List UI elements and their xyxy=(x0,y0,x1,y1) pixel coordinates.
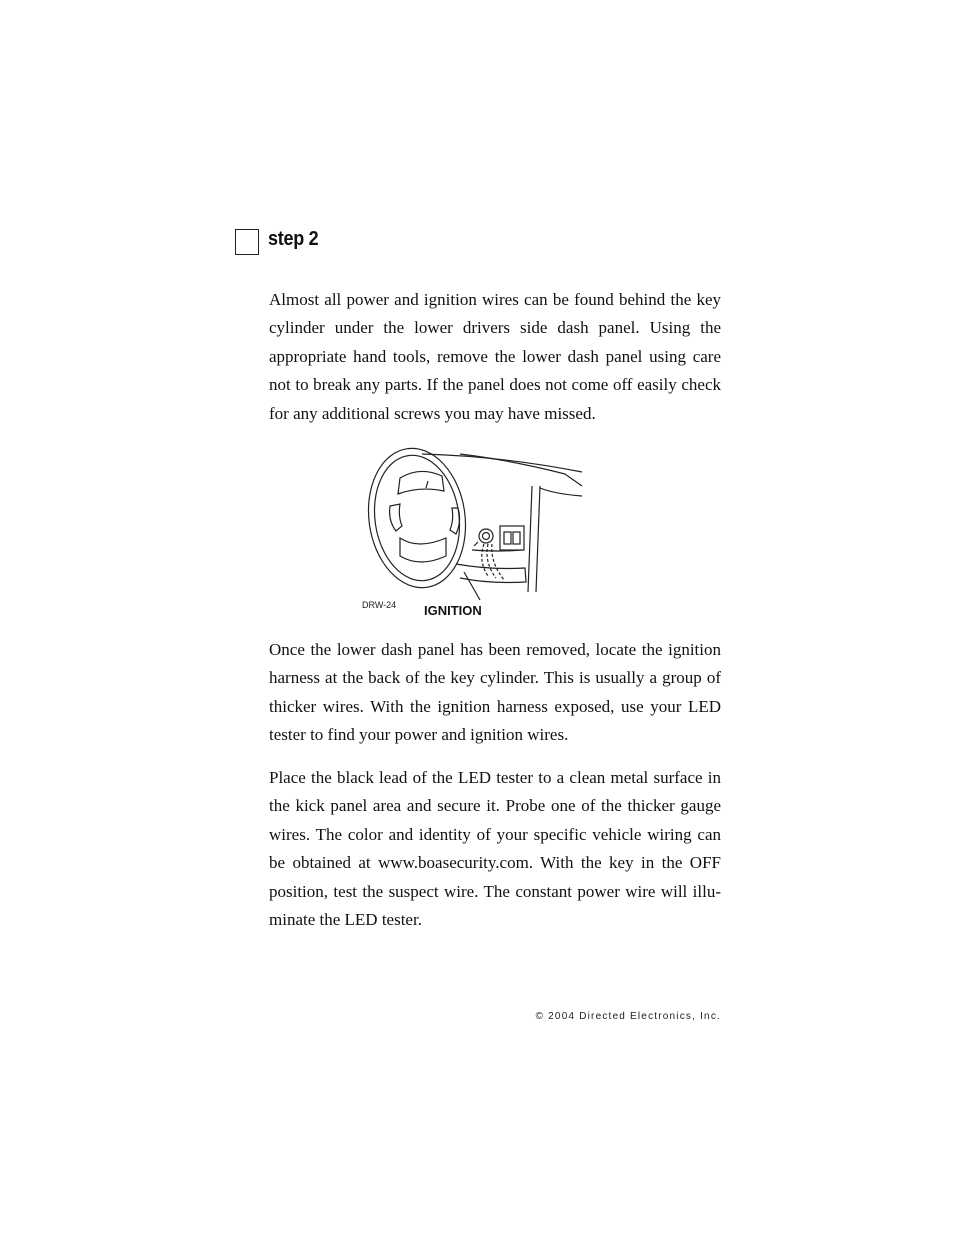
step-title: step 2 xyxy=(268,228,319,250)
step-checkbox[interactable] xyxy=(235,229,259,255)
paragraph-3: Place the black lead of the LED tester to a clean metal surface in the kick panel area and secure it. Probe one of the thicker gauge wires. The color and identity of your specific vehicle wiring can be obtained at www.boasecurity.com. With the key in the OFF position, test the suspect wire. The constant power wire will illu-minate the LED tester. xyxy=(269,768,721,930)
dashboard-ignition-illustration xyxy=(360,446,590,622)
paragraph-1: Almost all power and ignition wires can be found behind the key cylinder under the lower drivers side dash panel. Using the appropriate hand tools, remove the lower dash panel using care not to break any parts. If the panel does not come off easily check for any additional screws you may have missed. xyxy=(269,290,721,423)
paragraph-2: Once the lower dash panel has been removed, locate the ignition harness at the back of the key cylinder. This is usually a group of thicker wires. With the ignition harness exposed, use your LED tester to find your power and ignition wires. xyxy=(269,640,721,745)
figure-code: DRW-24 xyxy=(362,600,397,610)
copyright-footer: © 2004 Directed Electronics, Inc. xyxy=(535,1011,721,1022)
figure-label: IGNITION xyxy=(424,603,482,618)
